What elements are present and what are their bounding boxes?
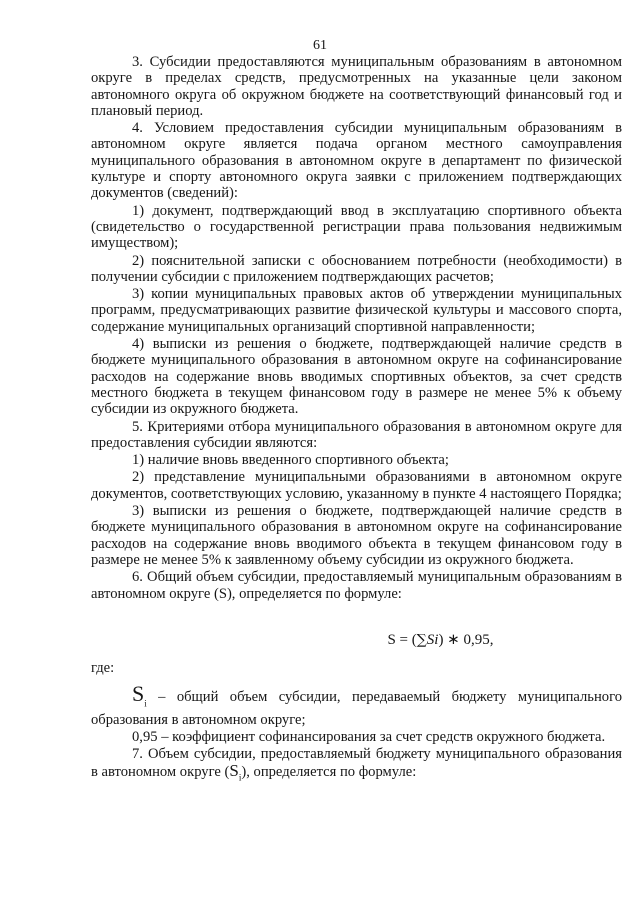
paragraph-6: 6. Общий объем субсидии, предоставляемый муниципальным образованиям в автономном округе (S), определяется по формуле: [91,569,622,602]
definition-si-text: – общий объем субсидии, передаваемый бюджету муниципального образования в автономном округе; [91,689,622,728]
paragraph-7-start: 7. Объем субсидии, предоставляемый бюджету муниципального образования в автономном округе ( [91,746,622,780]
sum-symbol: ∑ [416,631,427,648]
definition-si [91,681,622,728]
paragraph-5: 5. Критериями отбора муниципального образования в автономном округе для предоставления субсидии являются: [91,418,622,451]
formula-variable: Si [426,631,439,648]
paragraph-3: 3. Субсидии предоставляются муниципальным образованиям в автономном округе в пределах средств, предусмотренных на указанные цели законом автономного округа об окружном бюджете на соответствующий финансовый год и плановый период. [91,54,622,119]
list-item-4-1: 1) документ, подтверждающий ввод в эксплуатацию спортивного объекта (свидетельство о государственной регистрации права пользования недвижимым имуществом); [91,202,622,252]
definition-coefficient: 0,95 – коэффициент софинансирования за счет средств окружного бюджета. [132,729,606,746]
paragraph-7 [91,746,622,785]
list-item-5-2: 2) представление муниципальными образованиями в автономном округе документов, соответствующих условию, указанному в пункте 4 настоящего Порядка; [91,469,622,502]
list-item-4-2: 2) пояснительной записки с обоснованием потребности (необходимости) в получении субсидии с приложением подтверждающих расчетов; [91,252,622,285]
where-label: где: [91,660,115,677]
paragraph-7-end: ), определяется по формуле: [241,763,417,780]
si-inline-symbol: $S_i$ [229,760,242,783]
si-symbol: $S_i$ [132,681,147,709]
list-item-5-3: 3) выписки из решения о бюджете, подтверждающей наличие средств в бюджете муниципального образования в автономном округе на софинансирование расходов на содержание вновь вводимого объекта в текущем финансовом году в размере не менее 5% к заявленному объему субсидии из окружного бюджета. [91,503,622,568]
formula-rhs: ) ∗ 0,95, [438,631,494,648]
document-body [91,54,622,786]
list-item-5-1: 1) наличие вновь введенного спортивного объекта; [132,452,449,469]
page-number: 61 [313,38,327,53]
paragraph-4: 4. Условием предоставления субсидии муниципальным образованиям в автономном округе является подача органом местного самоуправления муниципального образования в автономном округе в департамент по физической культуре и спорту автономного округа заявки с приложением подтверждающих документов (сведений): [91,120,622,202]
list-item-4-3: 3) копии муниципальных правовых актов об утверждении муниципальных программ, предусматривающих развитие физической культуры и массового спорта, содержание муниципальных организаций спортивной направленности; [91,286,622,335]
formula-total-subsidy [259,632,622,648]
formula-lhs: S = ( [387,631,417,648]
list-item-4-4: 4) выписки из решения о бюджете, подтверждающей наличие средств в бюджете муниципального образования в автономном округе на софинансирование расходов на содержание вновь вводимых спортивных объектов, за счет средств местного бюджета в текущем финансовом году в размере не менее 5% к объему субсидии из окружного бюджета. [91,336,622,418]
